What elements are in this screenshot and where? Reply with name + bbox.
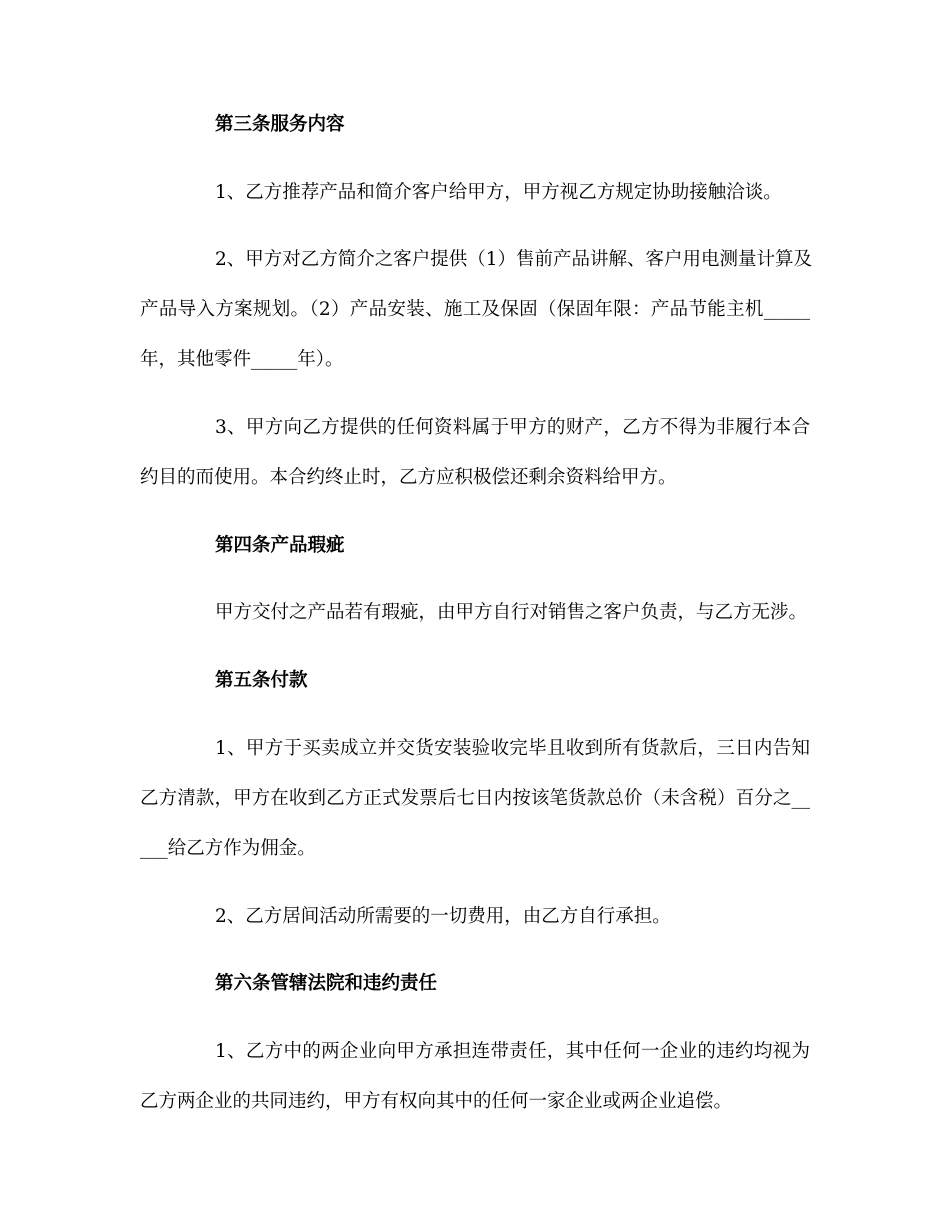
section-heading-article-3 (140, 100, 810, 150)
section-heading-article-4 (140, 521, 810, 571)
paragraph-line: 产品导入方案规划。（2）产品安装、施工及保固（保固年限：产品节能主机_____ (140, 299, 810, 321)
heading-text: 第五条付款 (215, 670, 308, 692)
paragraph-3-3 (140, 403, 810, 503)
paragraph-3-1 (140, 168, 810, 218)
paragraph-line: 乙方清款，甲方在收到乙方正式发票后七日内按该笔货款总价（未含税）百分之__ (140, 787, 810, 809)
paragraph-5-1 (140, 724, 810, 874)
paragraph-3-2 (140, 235, 813, 385)
paragraph-line: 3、甲方向乙方提供的任何资料属于甲方的财产，乙方不得为非履行本合 (215, 417, 810, 439)
paragraph-line: 乙方两企业的共同违约，甲方有权向其中的任何一家企业或两企业追偿。 (140, 1090, 733, 1112)
heading-text: 第三条服务内容 (215, 114, 345, 135)
section-heading-article-5 (140, 656, 810, 706)
paragraph-line: 1、乙方中的两企业向甲方承担连带责任，其中任何一企业的违约均视为 (215, 1040, 810, 1062)
paragraph-line: 1、甲方于买卖成立并交货安装验收完毕且收到所有货款后，三日内告知 (215, 737, 810, 759)
paragraph-line: ___给乙方作为佣金。 (140, 837, 316, 859)
heading-text: 第四条产品瑕疵 (215, 534, 345, 556)
paragraph-line: 约目的而使用。本合约终止时，乙方应积极偿还剩余资料给甲方。 (140, 467, 677, 489)
paragraph-line: 1、乙方推荐产品和简介客户给甲方，甲方视乙方规定协助接触洽谈。 (215, 181, 782, 203)
paragraph-6-1 (140, 1027, 810, 1127)
paragraph-4-1 (140, 588, 810, 638)
paragraph-line: 2、甲方对乙方简介之客户提供（1）售前产品讲解、客户用电测量计算及 (215, 249, 813, 271)
section-heading-article-6 (140, 959, 810, 1009)
paragraph-line: 2、乙方居间活动所需要的一切费用，由乙方自行承担。 (215, 905, 671, 927)
document-page (140, 100, 813, 1145)
paragraph-5-2 (140, 892, 810, 942)
paragraph-line: 年，其他零件_____年）。 (140, 349, 344, 371)
paragraph-line: 甲方交付之产品若有瑕疵，由甲方自行对销售之客户负责，与乙方无涉。 (215, 602, 808, 624)
heading-text: 第六条管辖法院和违约责任 (215, 973, 438, 995)
